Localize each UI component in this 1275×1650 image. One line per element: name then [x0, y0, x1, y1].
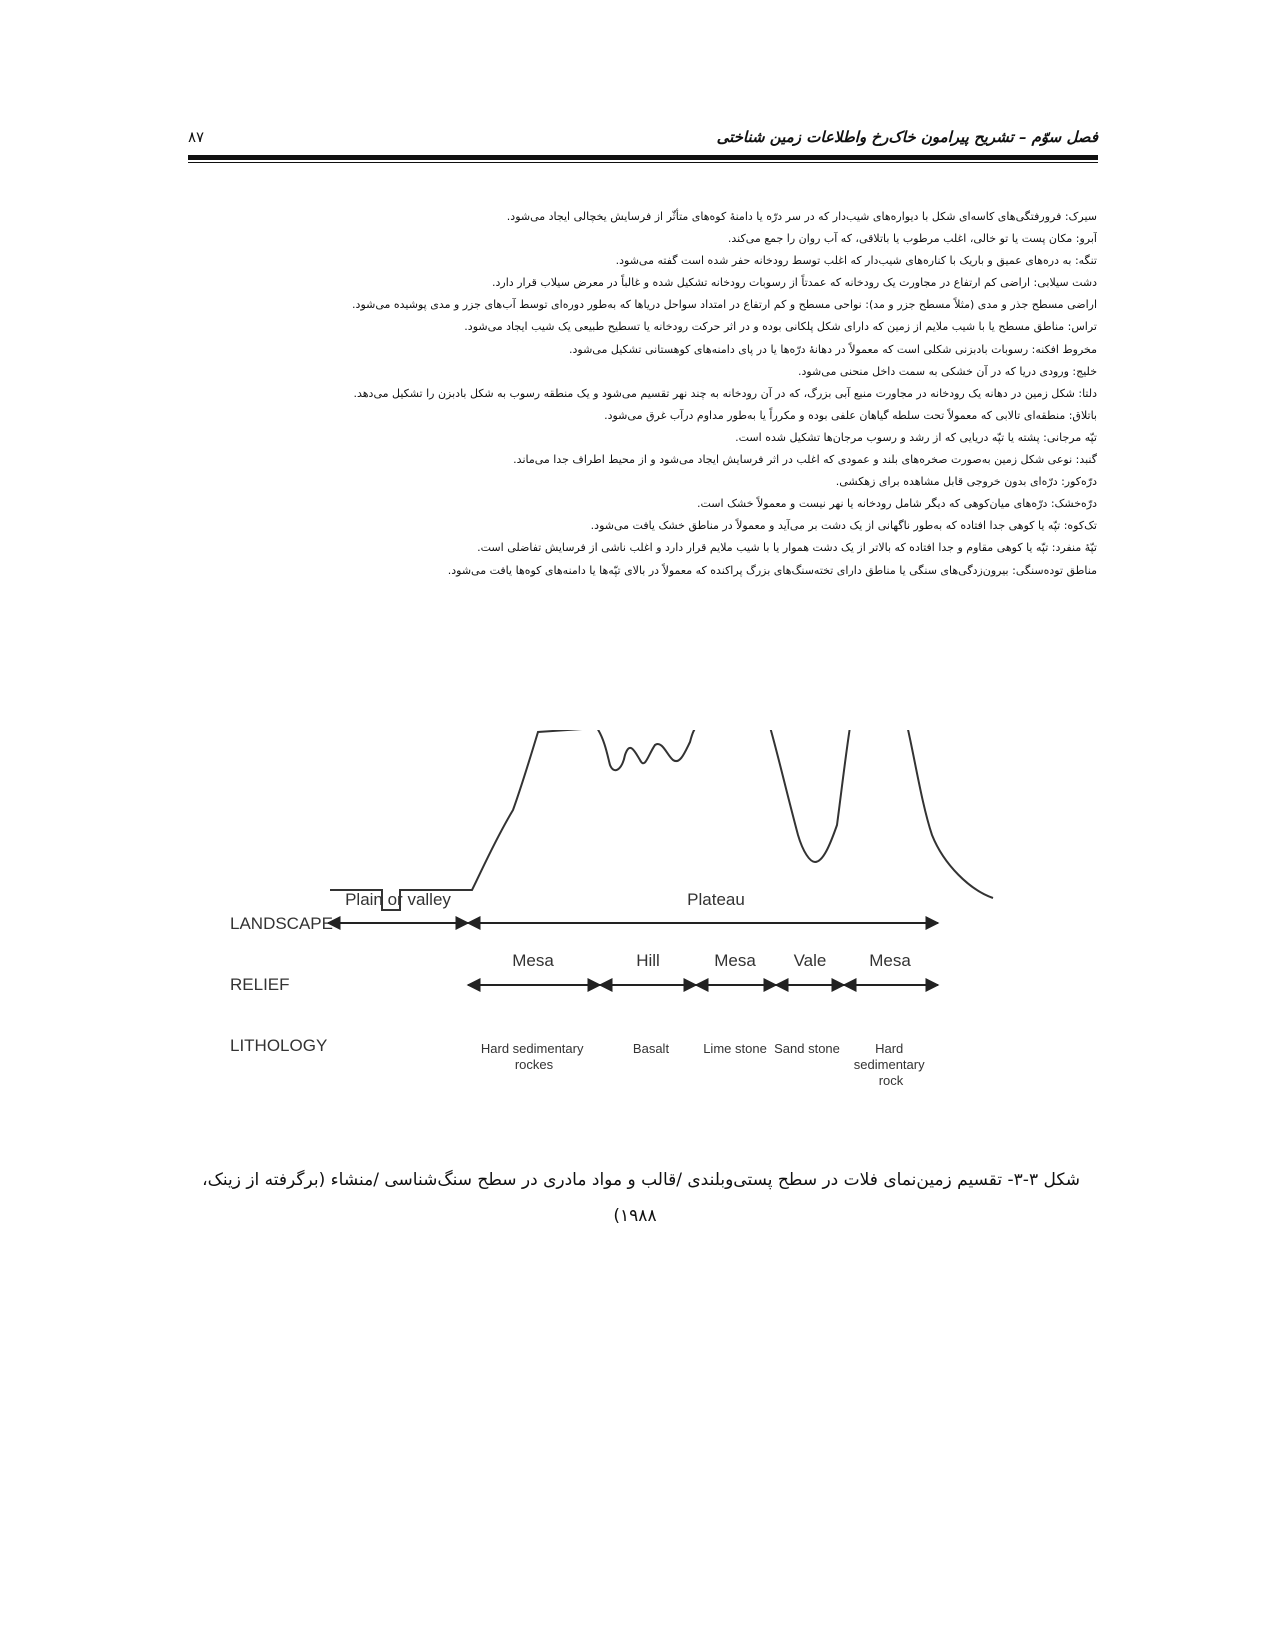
row-label-relief: RELIEF: [230, 975, 290, 994]
glossary-list: [217, 206, 1097, 582]
lithology-unit-hard-sedimentary-rock: [854, 1041, 928, 1088]
caption-line-2: ۱۹۸۸): [613, 1206, 657, 1226]
lithology-line: sedimentary: [853, 1057, 925, 1072]
relief-unit-mesa-2: Mesa: [714, 951, 756, 970]
lithology-line: Hard: [875, 1041, 904, 1056]
glossary-entry: مخروط افکنه: رسوبات بادبزنی شکلی است که معمولاً در دهانۀ درّه‌ها یا در پای دامنه‌های کوهستانی تشکیل می‌شود.: [569, 342, 1097, 356]
glossary-entry: سیرک: فرورفتگی‌های کاسه‌ای شکل با دیواره‌های شیب‌دار که در سر درّه یا دامنۀ کوه‌های متأثّر از فرسایش یخچالی ایجاد می‌شود.: [506, 210, 1097, 223]
landscape-diagram-svg: [230, 730, 1040, 1110]
glossary-entry: تپّه مرجانی: پشته یا تپّه دریایی که از رشد و رسوب مرجان‌ها تشکیل شده است.: [735, 430, 1097, 444]
row-label-lithology: LITHOLOGY: [230, 1036, 328, 1055]
glossary-entry: مناطق توده‌سنگی: بیرون‌زدگی‌های سنگی یا مناطق دارای تخته‌سنگ‌های بزرگ پراکنده که معمولاً در بالای تپّه‌ها یا دامنه‌های کوه‌ها یافت می‌شود.: [447, 563, 1097, 577]
glossary-entry: درّه‌کور: درّه‌ای بدون خروجی قابل مشاهده برای زهکشی.: [835, 475, 1097, 489]
lithology-line: Lime stone: [703, 1041, 767, 1056]
page-number: ۸۷: [188, 128, 205, 146]
glossary-entry: تپّۀ منفرد: تپّه یا کوهی مقاوم و جدا افتاده که بالاتر از یک دشت هموار یا با شیب ملایم قرار دارد و اغلب ناشی از فرسایش تفاضلی است.: [477, 541, 1097, 555]
header-rule-thin: [188, 162, 1098, 163]
relief-unit-mesa-1: Mesa: [512, 951, 554, 970]
landscape-diagram: [230, 730, 1040, 1110]
glossary-entry: اراضی مسطح جذر و مدی (مثلاً مسطح جزر و مد): نواحی مسطح و کم ارتفاع در امتداد سواحل دریاها که به‌طور دوره‌ای توسط آب‌های جزر و مدی پوشیده می‌شود.: [352, 298, 1097, 312]
lithology-line: Basalt: [632, 1041, 670, 1056]
lithology-unit-hard-sedimentary-rockes: [481, 1041, 587, 1072]
relief-unit-mesa-3: Mesa: [869, 951, 911, 970]
glossary-entry: تراس: مناطق مسطح یا با شیب ملایم از زمین که دارای شکل پلکانی بوده و در اثر حرکت رودخانه یا تسطیح طبیعی یک شیب ایجاد می‌شود.: [464, 320, 1097, 334]
glossary-entry: تک‌کوه: تپّه یا کوهی جدا افتاده که به‌طور ناگهانی از یک دشت بر می‌آید و معمولاً در مناطق خشک یافت می‌شود.: [590, 519, 1097, 533]
row-label-landscape: LANDSCAPE: [230, 914, 333, 933]
caption-line-1: شکل ۳-۳- تقسیم زمین‌نمای فلات در سطح پستی‌وبلندی /قالب و مواد مادری در سطح سنگ‌شناسی /منشاء (برگرفته از زینک،: [202, 1170, 1080, 1190]
landscape-unit-plateau: Plateau: [687, 890, 745, 909]
lithology-line: rock: [878, 1073, 904, 1088]
running-title: فصل سوّم – تشریح پیرامون خاک‌رخ واطلاعات زمین شناختی: [716, 128, 1098, 146]
glossary-entry: آبرو: مکان پست یا تو خالی، اغلب مرطوب یا باتلاقی، که آب روان را جمع می‌کند.: [727, 232, 1097, 246]
terrain-profile: [330, 730, 993, 910]
lithology-line: rockes: [514, 1057, 554, 1072]
lithology-unit-lime-stone: [703, 1041, 767, 1056]
glossary-entry: تنگه: به دره‌های عمیق و باریک با کناره‌های شیب‌دار که اغلب توسط رودخانه حفر شده است گفته می‌شود.: [615, 254, 1097, 268]
glossary-entry: دشت سیلابی: اراضی کم ارتفاع در مجاورت یک رودخانه که عمدتاً از رسوبات رودخانه تشکیل شده و غالباً در معرض سیلاب قرار دارد.: [492, 276, 1097, 290]
glossary-entry: دلتا: شکل زمین در دهانه یک رودخانه در مجاورت منبع آبی بزرگ، که در آن رودخانه به چند نهر تقسیم می‌شود و یک منطقه رسوب به شکل بادبزن را تشکیل می‌دهد.: [353, 386, 1097, 400]
relief-unit-vale: Vale: [793, 951, 827, 970]
header-rule-thick: [188, 155, 1098, 160]
figure-caption: [190, 1162, 1080, 1234]
lithology-line: Sand stone: [774, 1041, 840, 1056]
relief-unit-hill: Hill: [636, 951, 660, 970]
landscape-unit-plain-or-valley: Plain or valley: [345, 890, 451, 909]
glossary-entry: درّه‌خشک: درّه‌های میان‌کوهی که دیگر شامل رودخانه یا نهر نیست و معمولاً خشک است.: [697, 497, 1097, 511]
lithology-unit-sand-stone: [774, 1041, 840, 1056]
glossary-entry: گنبد: نوعی شکل زمین به‌صورت صخره‌های بلند و عمودی که اغلب در اثر فرسایش ایجاد می‌شود و از محیط اطراف جدا می‌ماند.: [513, 453, 1097, 467]
glossary-entry: خلیج: ورودی دریا که در آن خشکی به سمت داخل منحنی می‌شود.: [797, 364, 1097, 378]
glossary-entry: باتلاق: منطقه‌ای تالابی که معمولاً تحت سلطه گیاهان علفی بوده و مکرراً یا به‌طور مداوم درآب غرق می‌شود.: [604, 408, 1097, 422]
lithology-unit-basalt: [633, 1041, 670, 1056]
lithology-line: Hard sedimentary: [480, 1041, 584, 1056]
page-header: [188, 118, 1098, 168]
